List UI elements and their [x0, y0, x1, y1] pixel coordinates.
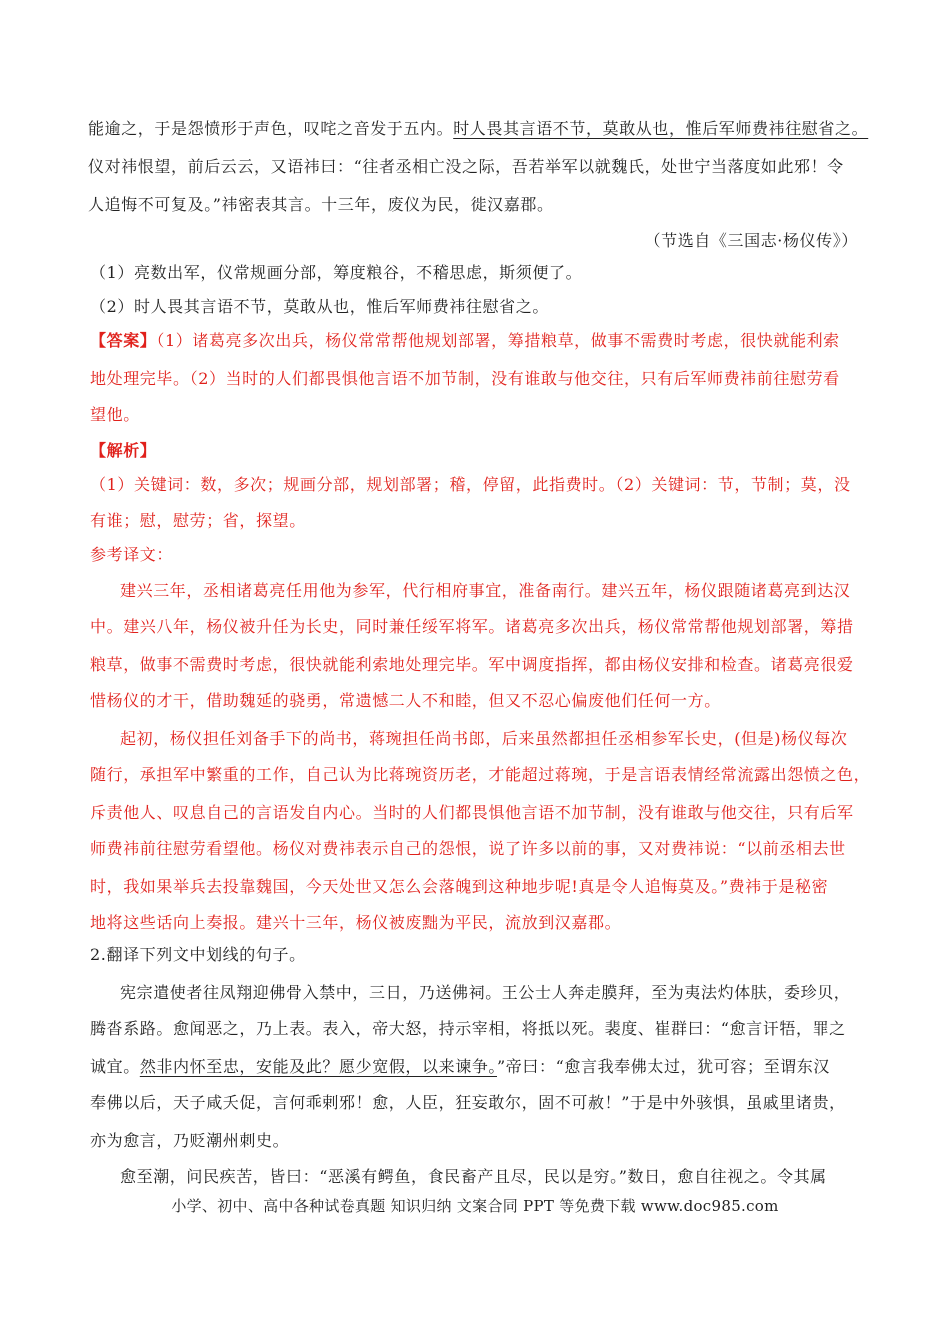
- translation-p2-line: 斥责他人、叹息自己的言语发自内心。当时的人们都畏惧他言语不加节制，没有谁敢与他交往，只有后军: [90, 803, 854, 822]
- passage2-line-3: [90, 1056, 830, 1078]
- passage2-line: 愈至潮，问民疾苦，皆曰：“恶溪有鳄鱼，食民畜产且尽，民以是穷。”数日，愈自往视之。令其属: [120, 1167, 827, 1186]
- translation-p1-line: 粮草，做事不需费时考虑，很快就能利索地处理完毕。军中调度指挥，都由杨仪安排和检查。诸葛亮很爱: [90, 655, 854, 674]
- underlined-sentence: 时人畏其言语不节，莫敢从也，惟后军师费祎往慰省之。: [453, 119, 869, 138]
- translation-p2-line: 地将这些话向上奏报。建兴十三年，杨仪被废黜为平民，流放到汉嘉郡。: [90, 913, 622, 932]
- passage-line-1: [88, 118, 868, 140]
- translation-p1-line: 中。建兴八年，杨仪被升任为长史，同时兼任绥军将军。诸葛亮多次出兵，杨仪常常帮他规划部署，筹措: [90, 617, 854, 636]
- answer-line-3: 望他。: [90, 405, 140, 424]
- passage2-line: 奉佛以后，天子咸夭促，言何乖剌邪！愈，人臣，狂妄敢尔，固不可赦！”于是中外骇惧，虽戚里诸贵，: [90, 1093, 846, 1112]
- passage-text: ”帝曰：“愈言我奉佛太过，犹可容；至谓东汉: [497, 1057, 830, 1076]
- translation-label: 参考译文：: [90, 545, 174, 564]
- analysis-line-2: 有谁；慰，慰劳；省，探望。: [90, 511, 306, 530]
- passage2-line: 腾沓系路。愈闻恶之，乃上表。表入，帝大怒，持示宰相，将抵以死。裴度、崔群曰：“愈言讦牾，罪之: [90, 1019, 846, 1038]
- question-heading: 2.翻译下列文中划线的句子。: [90, 945, 306, 964]
- source-citation: （节选自《三国志·杨仪传》）: [644, 231, 858, 250]
- passage-line-3: 人追悔不可复及。”祎密表其言。十三年，废仪为民，徙汉嘉郡。: [88, 195, 554, 214]
- passage2-line: 宪宗遣使者往凤翔迎佛骨入禁中，三日，乃送佛祠。王公士人奔走膜拜，至为夷法灼体肤，委珍贝，: [120, 983, 851, 1002]
- passage-text: 诚宜。: [90, 1057, 140, 1076]
- footer-banner: 小学、初中、高中各种试卷真题 知识归纳 文案合同 PPT 等免费下载 www.doc985.com: [171, 1197, 779, 1215]
- passage-line-2: 仪对祎恨望，前后云云，又语祎曰：“往者丞相亡没之际，吾若举军以就魏氏，处世宁当落度如此邪！令: [88, 157, 844, 176]
- answer-label: 【答案】: [90, 331, 157, 350]
- analysis-line-1: （1）关键词：数，多次；规画分部，规划部署；稽，停留，此指费时。（2）关键词：节，节制；莫，没: [90, 475, 851, 494]
- translation-p1-line: 建兴三年，丞相诸葛亮任用他为参军，代行相府事宜，准备南行。建兴五年，杨仪跟随诸葛亮到达汉: [120, 581, 851, 600]
- passage-text: 能逾之，于是怨愤形于声色，叹咤之音发于五内。: [88, 119, 454, 138]
- passage2-line: 亦为愈言，乃贬潮州刺史。: [90, 1131, 290, 1150]
- underlined-sentence: 然非内怀至忠，安能及此？愿少宽假，以来谏争。: [139, 1057, 498, 1076]
- answer-line-2: 地处理完毕。（2）当时的人们都畏惧他言语不加节制，没有谁敢与他交往，只有后军师费祎前往慰劳看: [90, 369, 840, 388]
- translation-p2-line: 师费祎前往慰劳看望他。杨仪对费祎表示自己的怨恨，说了许多以前的事，又对费祎说：“以前丞相去世: [90, 839, 846, 858]
- question-1: （1）亮数出军，仪常规画分部，筹度粮谷，不稽思虑，斯须便了。: [90, 263, 583, 282]
- translation-p2-line: 起初，杨仪担任刘备手下的尚书，蒋琬担任尚书郎，后来虽然都担任丞相参军长史，(但是)杨仪每次: [120, 729, 848, 748]
- translation-p1-line: 惜杨仪的才干，借助魏延的骁勇，常遗憾二人不和睦，但又不忍心偏废他们任何一方。: [90, 691, 721, 710]
- translation-p2-line: 随行，承担军中繁重的工作，自己认为比蒋琬资历老，才能超过蒋琬，于是言语表情经常流露出怨愤之色，: [90, 765, 871, 784]
- answer-line-1: [90, 330, 840, 352]
- translation-p2-line: 时，我如果举兵去投靠魏国，今天处世又怎么会落魄到这种地步呢!真是令人追悔莫及。”费祎于是秘密: [90, 877, 829, 896]
- question-2: （2）时人畏其言语不节，莫敢从也，惟后军师费祎往慰省之。: [90, 297, 549, 316]
- analysis-label: 【解析】: [90, 441, 157, 460]
- answer-text: （1）诸葛亮多次出兵，杨仪常常帮他规划部署，筹措粮草，做事不需费时考虑，很快就能利索: [156, 331, 840, 350]
